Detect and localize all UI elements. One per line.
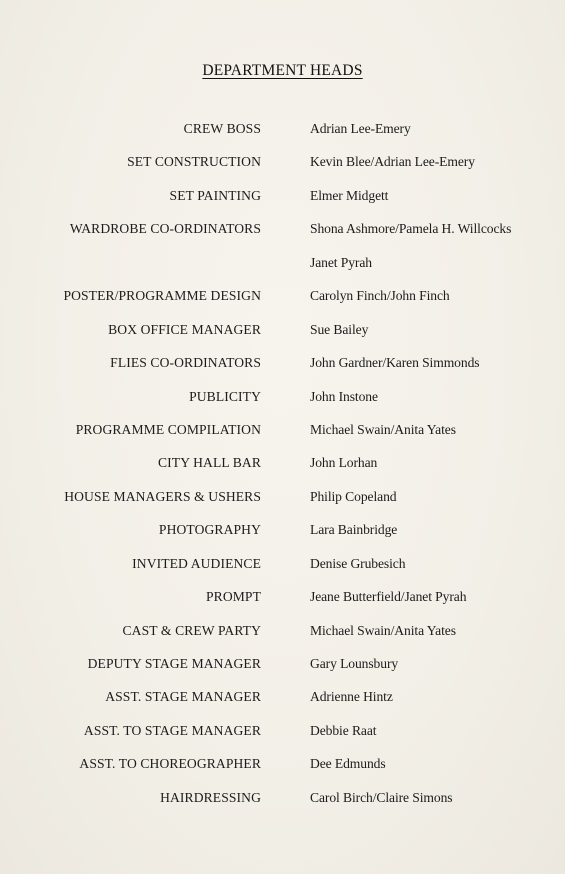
role-label: PROMPT xyxy=(206,589,261,605)
person-name: Kevin Blee/Adrian Lee-Emery xyxy=(310,154,475,170)
person-name: Lara Bainbridge xyxy=(310,522,398,538)
person-name: John Instone xyxy=(310,388,378,404)
list-item xyxy=(0,417,565,450)
person-name: Carolyn Finch/John Finch xyxy=(310,288,450,304)
list-item xyxy=(0,718,565,751)
list-item xyxy=(0,384,565,417)
role-label: WARDROBE CO-ORDINATORS xyxy=(69,221,261,237)
role-label: HAIRDRESSING xyxy=(160,789,261,805)
person-name: Elmer Midgett xyxy=(310,187,389,203)
person-name: Carol Birch/Claire Simons xyxy=(310,789,453,805)
person-name: Denise Grubesich xyxy=(310,555,406,571)
list-item xyxy=(0,517,565,550)
page-title-text: DEPARTMENT HEADS xyxy=(202,62,363,79)
person-name: Debbie Raat xyxy=(310,722,377,738)
role-label: ASST. TO CHOREOGRAPHER xyxy=(79,756,261,772)
list-item xyxy=(0,183,565,216)
list-item xyxy=(0,283,565,316)
list-item xyxy=(0,350,565,383)
role-label: SET CONSTRUCTION xyxy=(127,154,261,170)
role-label: POSTER/PROGRAMME DESIGN xyxy=(63,288,261,304)
person-name: Adrian Lee-Emery xyxy=(310,121,411,136)
list-item xyxy=(0,618,565,651)
role-label: CAST & CREW PARTY xyxy=(122,622,261,638)
person-name: Jeane Butterfield/Janet Pyrah xyxy=(310,589,467,605)
person-name: Michael Swain/Anita Yates xyxy=(310,421,456,437)
role-label: SET PAINTING xyxy=(169,187,261,203)
person-name: Shona Ashmore/Pamela H. Willcocks xyxy=(310,221,512,237)
person-name: Gary Lounsbury xyxy=(310,656,399,671)
person-name: John Gardner/Karen Simmonds xyxy=(310,355,480,371)
role-label: DEPUTY STAGE MANAGER xyxy=(87,656,261,671)
person-name: Sue Bailey xyxy=(310,321,369,337)
list-item xyxy=(0,751,565,784)
list-item xyxy=(0,216,565,249)
role-label: HOUSE MANAGERS & USHERS xyxy=(64,488,261,504)
person-name: Philip Copeland xyxy=(310,488,397,504)
list-item xyxy=(0,551,565,584)
list-item xyxy=(0,317,565,350)
list-item xyxy=(0,450,565,483)
role-label: PHOTOGRAPHY xyxy=(158,522,261,538)
list-item xyxy=(0,149,565,182)
person-name: Janet Pyrah xyxy=(310,254,372,270)
role-label: BOX OFFICE MANAGER xyxy=(108,321,261,337)
role-label: PROGRAMME COMPILATION xyxy=(75,421,261,437)
list-item xyxy=(0,250,565,283)
person-name: Michael Swain/Anita Yates xyxy=(310,622,456,638)
list-item xyxy=(0,651,565,684)
department-heads-list xyxy=(0,116,565,818)
role-label: ASST. STAGE MANAGER xyxy=(105,689,261,705)
list-item xyxy=(0,684,565,717)
list-item xyxy=(0,785,565,818)
page-title xyxy=(0,62,565,80)
role-label: CITY HALL BAR xyxy=(158,455,261,471)
role-label: FLIES CO-ORDINATORS xyxy=(110,355,261,371)
role-label: CREW BOSS xyxy=(183,121,261,136)
list-item xyxy=(0,584,565,617)
role-label: PUBLICITY xyxy=(189,388,261,404)
person-name: Adrienne Hintz xyxy=(310,689,393,705)
role-label: ASST. TO STAGE MANAGER xyxy=(83,722,261,738)
person-name: Dee Edmunds xyxy=(310,756,386,772)
role-label: INVITED AUDIENCE xyxy=(132,555,261,571)
person-name: John Lorhan xyxy=(310,455,378,471)
list-item xyxy=(0,484,565,517)
list-item xyxy=(0,116,565,149)
